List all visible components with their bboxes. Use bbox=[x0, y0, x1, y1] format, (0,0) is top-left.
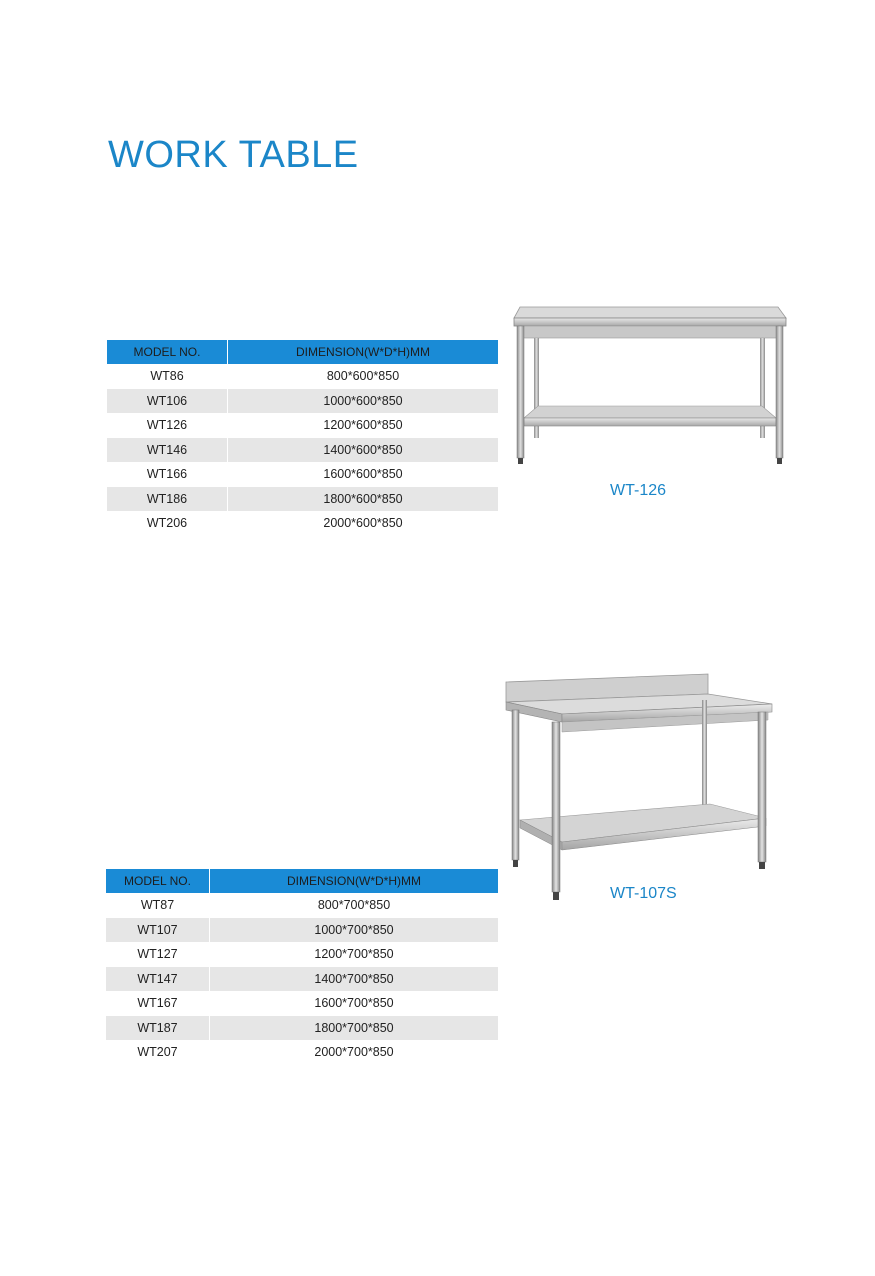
cell-dimension: 1600*700*850 bbox=[314, 996, 394, 1011]
table-header-row bbox=[106, 869, 498, 893]
cell-dimension: 2000*700*850 bbox=[314, 1045, 394, 1060]
cell-model: WT147 bbox=[106, 967, 210, 992]
table-row bbox=[107, 389, 498, 414]
header-dimension: DIMENSION(W*D*H)MM bbox=[228, 340, 498, 364]
cell-dimension: 800*700*850 bbox=[317, 898, 391, 913]
work-table-backsplash-image bbox=[500, 670, 780, 905]
cell-model: WT186 bbox=[107, 487, 228, 512]
product-caption: WT-107S bbox=[610, 885, 677, 902]
cell-dimension: 1800*600*850 bbox=[228, 487, 498, 512]
table-row bbox=[106, 1040, 498, 1065]
table-header-row bbox=[107, 340, 498, 364]
table-row bbox=[107, 462, 498, 487]
header-dimension: DIMENSION(W*D*H)MM bbox=[210, 869, 498, 893]
cell-dimension: 2000*600*850 bbox=[323, 516, 403, 531]
cell-dimension: 1400*700*850 bbox=[210, 967, 498, 992]
cell-model: WT166 bbox=[107, 462, 228, 487]
table-row bbox=[107, 487, 498, 512]
table-row bbox=[106, 1016, 498, 1041]
cell-dimension: 1200*600*850 bbox=[323, 418, 403, 433]
cell-model: WT167 bbox=[106, 991, 210, 1016]
table-row bbox=[106, 942, 498, 967]
spec-table-wt-126 bbox=[107, 340, 498, 536]
cell-model: WT207 bbox=[106, 1040, 210, 1065]
cell-dimension: 800*600*850 bbox=[326, 369, 400, 384]
spec-table-wt-107s bbox=[106, 869, 498, 1065]
header-model: MODEL NO. bbox=[106, 869, 210, 893]
table-row bbox=[107, 511, 498, 536]
cell-model: WT86 bbox=[107, 364, 228, 389]
table-row bbox=[107, 438, 498, 463]
header-model: MODEL NO. bbox=[107, 340, 228, 364]
cell-dimension: 1000*600*850 bbox=[228, 389, 498, 414]
cell-model: WT87 bbox=[106, 893, 210, 918]
page-title: WORK TABLE bbox=[108, 134, 359, 176]
cell-model: WT107 bbox=[106, 918, 210, 943]
table-row bbox=[107, 364, 498, 389]
cell-dimension: 1400*600*850 bbox=[228, 438, 498, 463]
cell-dimension: 1000*700*850 bbox=[210, 918, 498, 943]
cell-model: WT127 bbox=[106, 942, 210, 967]
cell-model: WT146 bbox=[107, 438, 228, 463]
table-row bbox=[106, 967, 498, 992]
cell-model: WT106 bbox=[107, 389, 228, 414]
work-table-image bbox=[510, 300, 790, 468]
cell-dimension: 1200*700*850 bbox=[314, 947, 394, 962]
table-row bbox=[106, 893, 498, 918]
product-caption: WT-126 bbox=[610, 482, 667, 499]
cell-dimension: 1800*700*850 bbox=[210, 1016, 498, 1041]
table-row bbox=[107, 413, 498, 438]
cell-model: WT206 bbox=[107, 511, 228, 536]
cell-dimension: 1600*600*850 bbox=[323, 467, 403, 482]
cell-model: WT187 bbox=[106, 1016, 210, 1041]
table-row bbox=[106, 991, 498, 1016]
table-row bbox=[106, 918, 498, 943]
cell-model: WT126 bbox=[107, 413, 228, 438]
